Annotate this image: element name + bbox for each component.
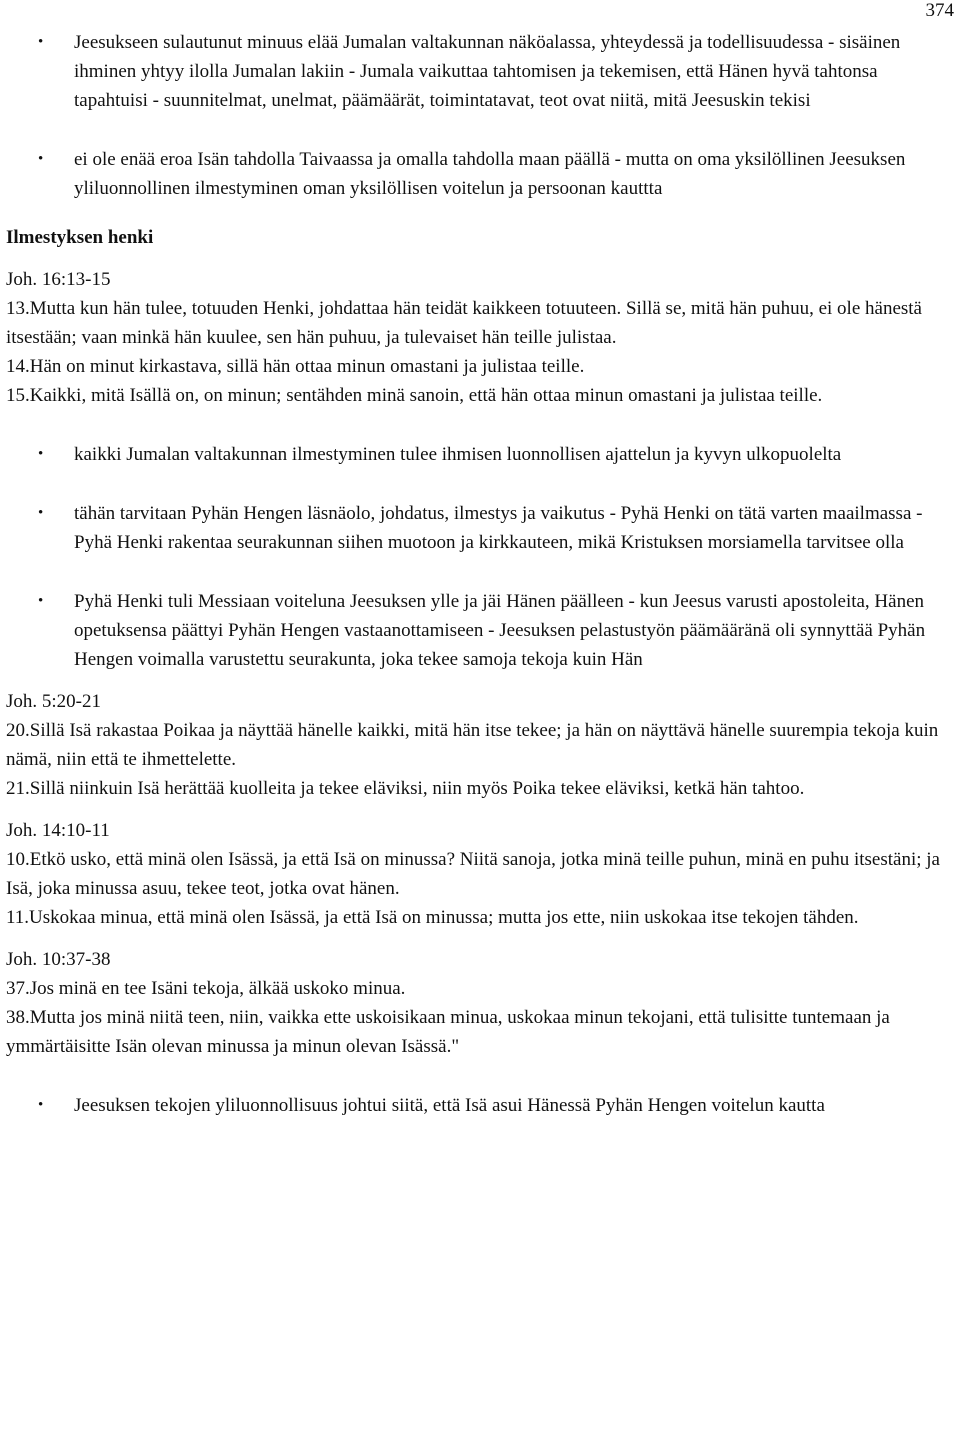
list-item-text: Pyhä Henki tuli Messiaan voiteluna Jeesuksen ylle ja jäi Hänen päälleen - kun Jeesus varusti apostoleita, Hänen opetuksensa päättyi Pyhän Hengen vastaanottamiseen - Jeesuksen pelastustyön päämääränä oli synnyttää Pyhän Hengen voimalla varustettu seurakunta, joka tekee samoja tekoja kuin Hän (74, 591, 926, 670)
bullet-list-1 (6, 28, 946, 203)
list-item-text: kaikki Jumalan valtakunnan ilmestyminen tulee ihmisen luonnollisen ajattelun ja kyvyn ulkopuolelta (74, 444, 842, 465)
bullet-list-2 (6, 440, 946, 674)
list-item-text: ei ole enää eroa Isän tahdolla Taivaassa ja omalla tahdolla maan päällä - mutta on oma yksilöllinen Jeesuksen yliluonnollinen ilmestyminen oman yksilöllisen voitelun ja persoonan kauttta (74, 149, 906, 199)
list-item (6, 440, 946, 469)
scripture-reference: Joh. 14:10-11 (6, 820, 110, 841)
verse-text: 37.Jos minä en tee Isäni tekoja, älkää uskoko minua. (6, 978, 406, 999)
verse-text: 14.Hän on minut kirkastava, sillä hän ottaa minun omastani ja julistaa teille. (6, 356, 585, 377)
list-item (6, 28, 946, 115)
bullet-dot-icon: • (38, 151, 44, 167)
bullet-dot-icon: • (38, 34, 44, 50)
list-item-text: tähän tarvitaan Pyhän Hengen läsnäolo, johdatus, ilmestys ja vaikutus - Pyhä Henki on tätä varten maailmassa - Pyhä Henki rakentaa seurakunnan siihen muotoon ja kirkkauteen, mikä Kristuksen morsiamella tarvitsee olla (74, 503, 923, 553)
scripture-reference: Joh. 16:13-15 (6, 269, 111, 290)
verse-text: 10.Etkö usko, että minä olen Isässä, ja että Isä on minussa? Niitä sanoja, jotka minä teille puhun, minä en puhu itsestäni; ja Isä, joka minussa asuu, tekee teot, jotka ovat hänen. (6, 849, 940, 899)
bullet-dot-icon: • (38, 446, 44, 462)
verse-text: 38.Mutta jos minä niitä teen, niin, vaikka ette uskoisikaan minua, uskokaa minun tekojani, että tulisitte tuntemaan ja ymmärtäisitte Isän olevan minussa ja minun olevan Isässä." (6, 1007, 890, 1057)
scripture-reference: Joh. 5:20-21 (6, 691, 101, 712)
list-item (6, 145, 946, 203)
verse-text: 20.Sillä Isä rakastaa Poikaa ja näyttää hänelle kaikki, mitä hän itse tekee; ja hän on näyttävä hänelle suurempia tekoja kuin nämä, niin että te ihmettelette. (6, 720, 939, 770)
bullet-dot-icon: • (38, 505, 44, 521)
bullet-list-3 (6, 1091, 946, 1120)
verse-text: 11.Uskokaa minua, että minä olen Isässä, ja että Isä on minussa; mutta jos ette, niin uskokaa itse tekojen tähden. (6, 907, 859, 928)
list-item (6, 499, 946, 557)
page-number: 374 (925, 0, 954, 21)
bullet-dot-icon: • (38, 1097, 44, 1113)
list-item (6, 587, 946, 674)
document-body (6, 28, 946, 1120)
list-item-text: Jeesuksen tekojen yliluonnollisuus johtui siitä, että Isä asui Hänessä Pyhän Hengen voitelun kautta (74, 1095, 825, 1116)
scripture-reference: Joh. 10:37-38 (6, 949, 111, 970)
list-item (6, 1091, 946, 1120)
verse-text: 15.Kaikki, mitä Isällä on, on minun; sentähden minä sanoin, että hän ottaa minun omastani ja julistaa teille. (6, 385, 823, 406)
bullet-dot-icon: • (38, 593, 44, 609)
section-heading: Ilmestyksen henki (6, 227, 154, 248)
verse-text: 13.Mutta kun hän tulee, totuuden Henki, johdattaa hän teidät kaikkeen totuuteen. Sillä se, mitä hän puhuu, ei ole hänestä itsestään; vaan minkä hän kuulee, sen hän puhuu, ja tulevaiset hän teille julistaa. (6, 298, 922, 348)
verse-text: 21.Sillä niinkuin Isä herättää kuolleita ja tekee eläviksi, niin myös Poika tekee eläviksi, ketkä hän tahtoo. (6, 778, 805, 799)
list-item-text: Jeesukseen sulautunut minuus elää Jumalan valtakunnan näköalassa, yhteydessä ja todellisuudessa - sisäinen ihminen yhtyy ilolla Jumalan lakiin - Jumala vaikuttaa tahtomisen ja tekemisen, että Hänen hyvä tahtonsa tapahtuisi - suunnitelmat, unelmat, päämäärät, toimintatavat, teot ovat niitä, mitä Jeesuskin tekisi (74, 32, 901, 111)
